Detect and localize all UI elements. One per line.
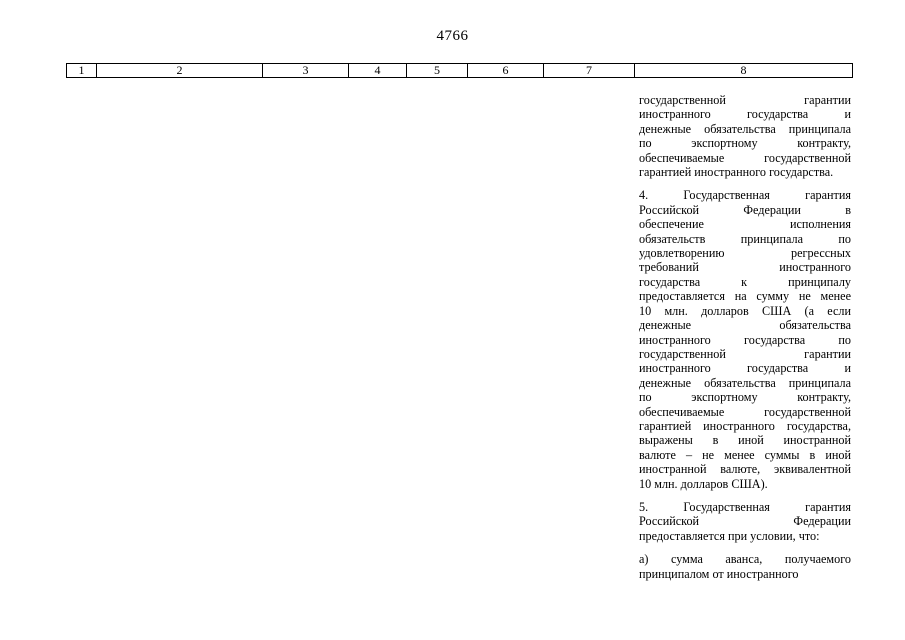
text-line: валюте – не менее суммы в иной — [639, 447, 851, 462]
text-line: Российской Федерации — [639, 514, 851, 529]
column-number-3: 3 — [263, 64, 349, 78]
text-line: денежные обязательства — [639, 318, 851, 333]
paragraph — [639, 188, 851, 491]
text-line: гарантией иностранного государства. — [639, 165, 834, 180]
page-number: 4766 — [436, 28, 469, 44]
text-line: обеспечение исполнения — [639, 217, 851, 232]
text-line: иностранного государства и — [639, 107, 851, 122]
text-line: Российской Федерации в — [639, 202, 851, 217]
text-line: а) сумма аванса, получаемого — [639, 552, 851, 567]
text-line: обеспечиваемые государственной — [639, 404, 851, 419]
text-line: обеспечиваемые государственной — [639, 150, 851, 165]
text-line: по экспортному контракту, — [639, 390, 851, 405]
text-line: по экспортному контракту, — [639, 136, 851, 151]
text-line: требований иностранного — [639, 260, 851, 275]
column-number-4: 4 — [349, 64, 407, 78]
text-line: удовлетворению регрессных — [639, 246, 851, 261]
paragraph — [639, 93, 851, 179]
text-line: государственной гарантии — [639, 346, 851, 361]
text-line: обязательств принципала по — [639, 231, 851, 246]
text-line: иностранной валюте, эквивалентной — [639, 462, 851, 477]
text-line: денежные обязательства принципала — [639, 121, 851, 136]
header-row — [67, 64, 853, 78]
column-number-2: 2 — [97, 64, 263, 78]
column-number-6: 6 — [468, 64, 544, 78]
text-line: 5. Государственная гарантия — [639, 499, 851, 514]
text-line: 4. Государственная гарантия — [639, 188, 851, 203]
text-line: государственной гарантии — [639, 93, 851, 107]
column-number-5: 5 — [407, 64, 468, 78]
paragraph — [639, 552, 851, 581]
text-line: принципалом от иностранного — [639, 566, 799, 581]
text-line: иностранного государства по — [639, 332, 851, 347]
paragraph — [639, 500, 851, 543]
text-line: 10 млн. долларов США (а если — [639, 303, 851, 318]
text-line: государства к принципалу — [639, 274, 851, 289]
column-8-text — [639, 93, 851, 590]
text-line: предоставляется на сумму не менее — [639, 289, 851, 304]
column-number-1: 1 — [67, 64, 97, 78]
text-line: денежные обязательства принципала — [639, 375, 851, 390]
text-line: выражены в иной иностранной — [639, 433, 851, 448]
text-line: гарантией иностранного государства, — [639, 418, 851, 433]
column-number-8: 8 — [635, 64, 853, 78]
column-number-7: 7 — [544, 64, 635, 78]
text-line: иностранного государства и — [639, 361, 851, 376]
column-number-header — [66, 63, 853, 78]
text-line: 10 млн. долларов США). — [639, 476, 768, 491]
text-line: предоставляется при условии, что: — [639, 528, 820, 543]
